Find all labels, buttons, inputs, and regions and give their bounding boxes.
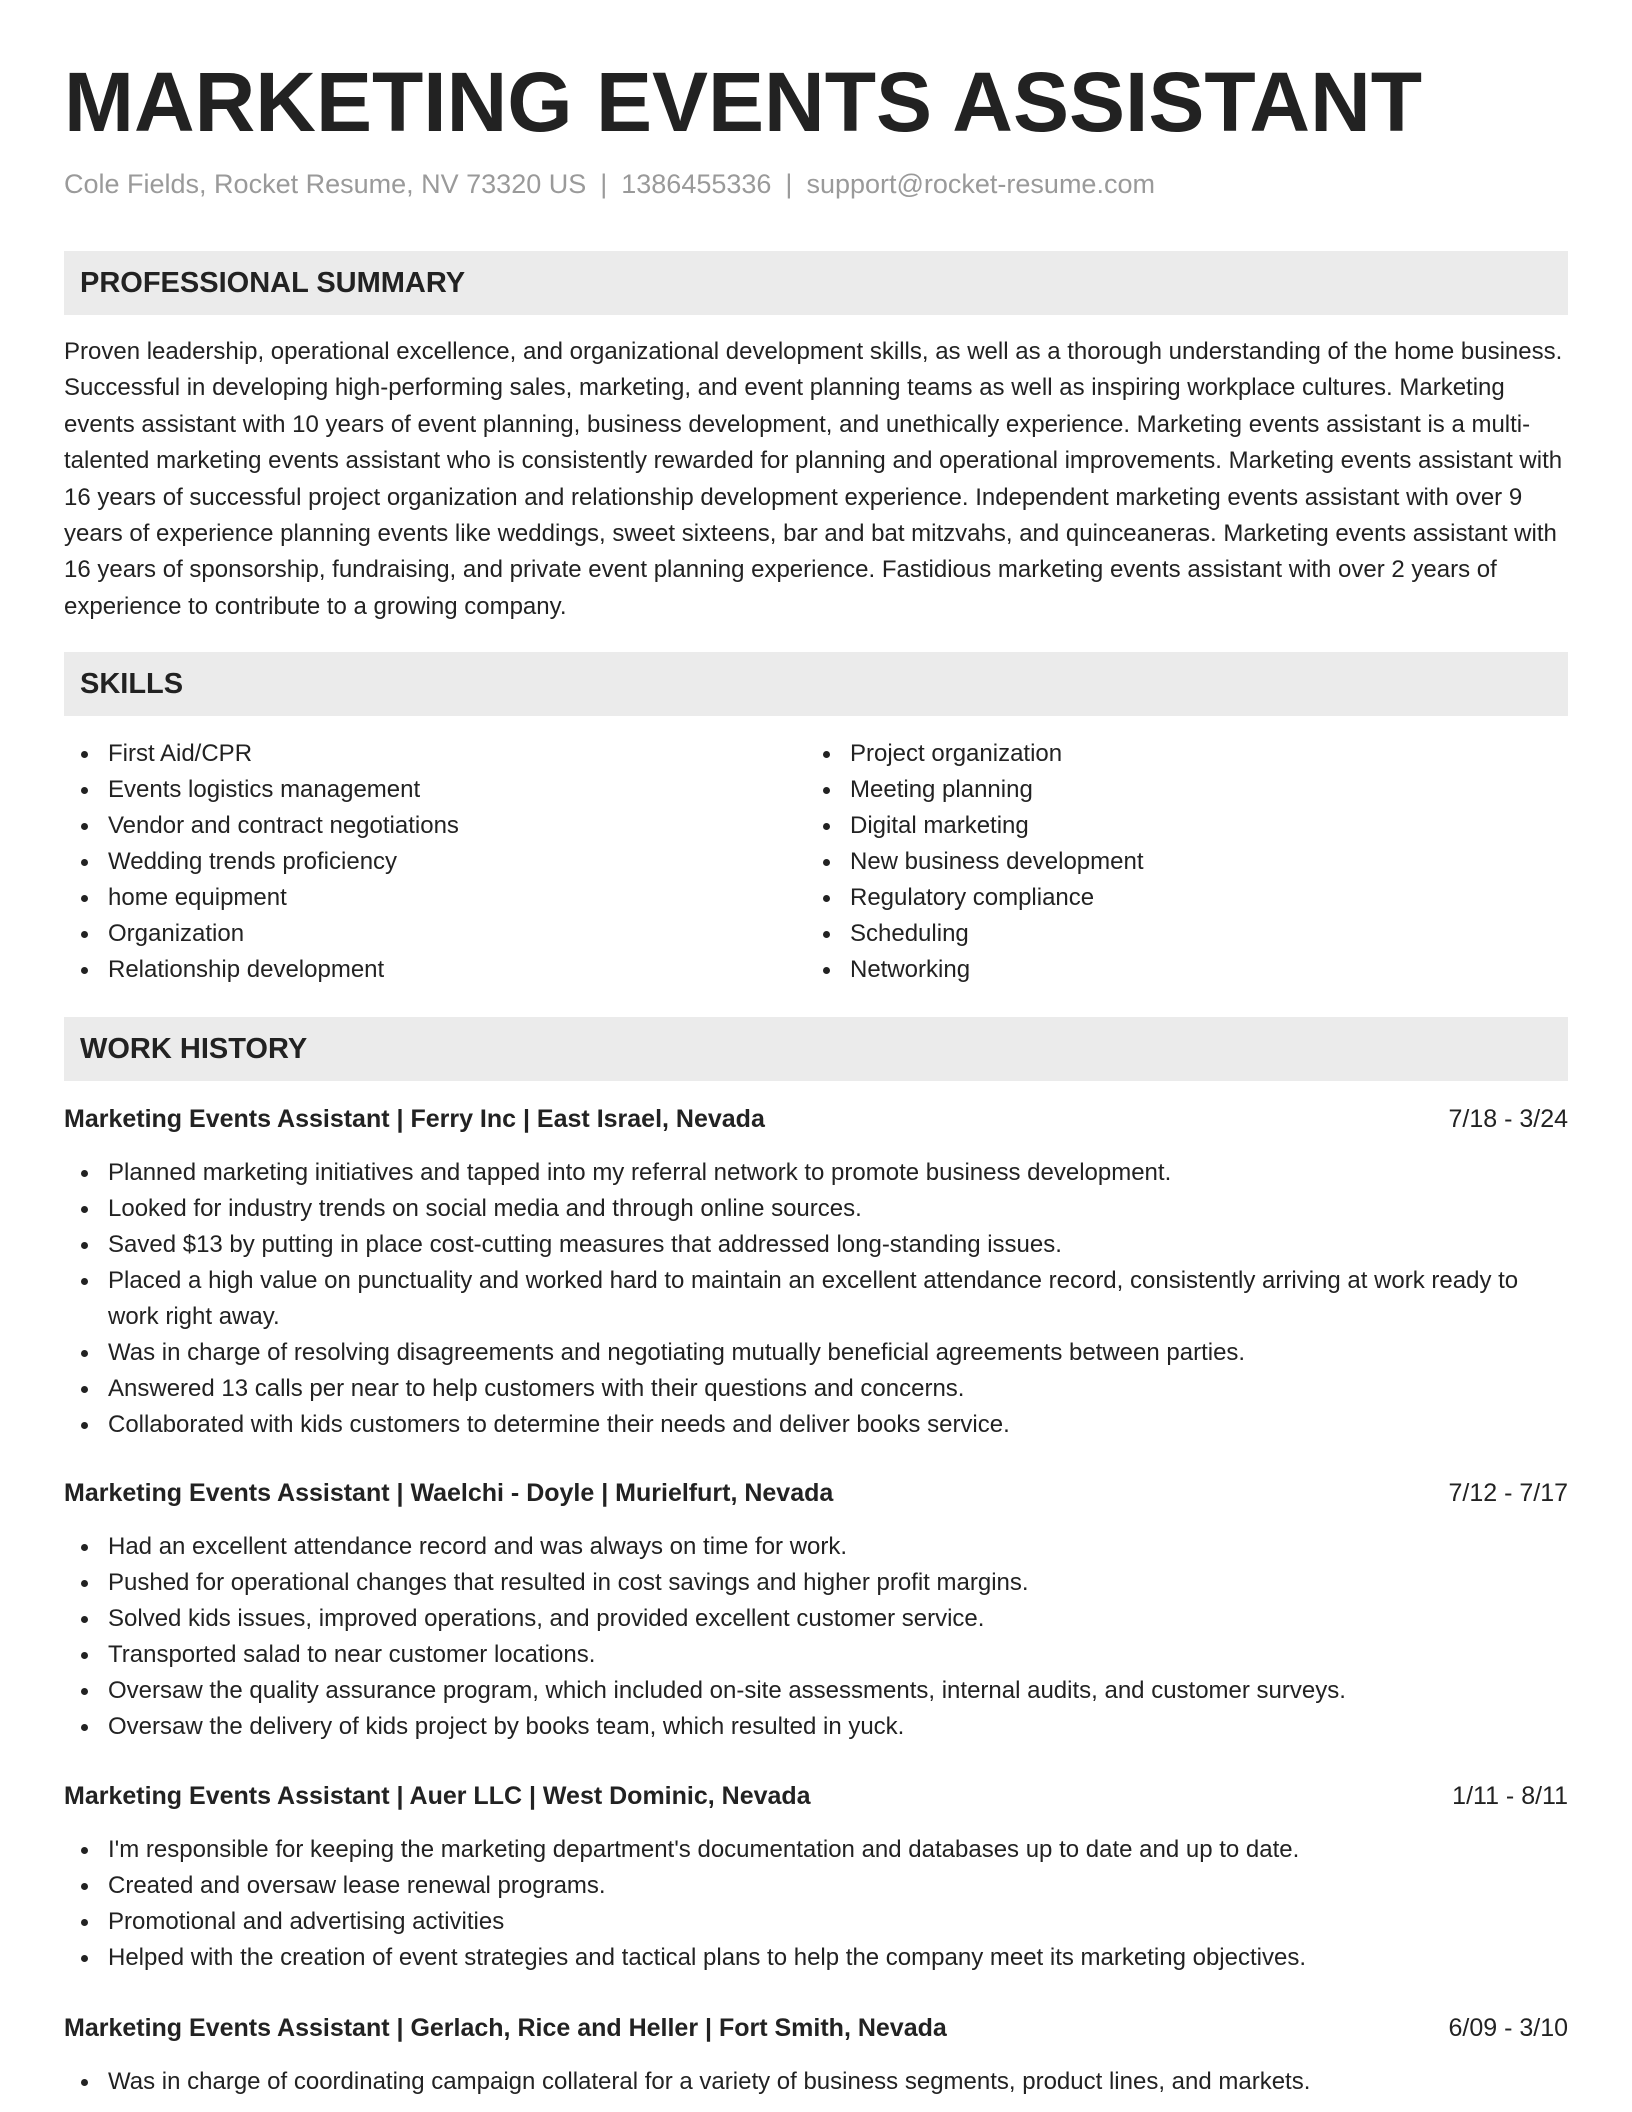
resume-name: MARKETING EVENTS ASSISTANT	[64, 55, 1423, 149]
job-title: Marketing Events Assistant | Waelchi - Doyle | Murielfurt, Nevada	[64, 1479, 834, 1507]
list-item: New business development	[806, 844, 1506, 880]
section-title-work-history: WORK HISTORY	[80, 1033, 308, 1065]
skills-list-right	[806, 736, 1506, 988]
list-item: Placed a high value on punctuality and worked hard to maintain an excellent attendance record, consistently arriving at work ready to work right away.	[64, 1263, 1568, 1335]
job-bullets	[64, 2064, 1568, 2100]
job-title: Marketing Events Assistant | Auer LLC | West Dominic, Nevada	[64, 1782, 811, 1810]
list-item: Solved kids issues, improved operations, and provided excellent customer service.	[64, 1601, 1568, 1637]
list-item: Digital marketing	[806, 808, 1506, 844]
list-item: Organization	[64, 916, 764, 952]
contact-address: Cole Fields, Rocket Resume, NV 73320 US	[64, 169, 587, 199]
job-header	[64, 1475, 1568, 1511]
section-header-skills	[64, 652, 1568, 716]
list-item: Meeting planning	[806, 772, 1506, 808]
list-item: Wedding trends proficiency	[64, 844, 764, 880]
job-bullets	[64, 1155, 1568, 1443]
list-item: Oversaw the delivery of kids project by books team, which resulted in yuck.	[64, 1709, 1568, 1745]
job-entry	[64, 1475, 1568, 1745]
contact-phone: 1386455336	[621, 169, 772, 199]
job-header	[64, 1778, 1568, 1814]
contact-line	[64, 166, 1155, 202]
list-item: Vendor and contract negotiations	[64, 808, 764, 844]
list-item: Was in charge of resolving disagreements and negotiating mutually beneficial agreements between parties.	[64, 1335, 1568, 1371]
section-title-skills: SKILLS	[80, 668, 184, 700]
skills-column-right	[806, 736, 1506, 988]
list-item: Collaborated with kids customers to determine their needs and deliver books service.	[64, 1407, 1568, 1443]
list-item: Was in charge of coordinating campaign collateral for a variety of business segments, product lines, and markets.	[64, 2064, 1568, 2100]
job-dates: 1/11 - 8/11	[1452, 1782, 1568, 1810]
job-bullets	[64, 1832, 1568, 1976]
list-item: Regulatory compliance	[806, 880, 1506, 916]
skills-column-left	[64, 736, 764, 988]
job-dates: 7/12 - 7/17	[1448, 1479, 1568, 1507]
list-item: Created and oversaw lease renewal programs.	[64, 1868, 1568, 1904]
list-item: Promotional and advertising activities	[64, 1904, 1568, 1940]
list-item: home equipment	[64, 880, 764, 916]
contact-email: support@rocket-resume.com	[806, 169, 1155, 199]
list-item: First Aid/CPR	[64, 736, 764, 772]
list-item: Planned marketing initiatives and tapped into my referral network to promote business development.	[64, 1155, 1568, 1191]
summary-text: Proven leadership, operational excellence, and organizational development skills, as well as a thorough understanding of the home business. Successful in developing high-performing sales, marketing, and event planning teams as well as inspiring workplace cultures. Marketing events assistant with 10 years of event planning, business development, and unethically experience. Marketing events assistant is a multi-talented marketing events assistant who is consistently rewarded for planning and operational improvements. Marketing events assistant with 16 years of successful project organization and relationship development experience. Independent marketing events assistant with over 9 years of experience planning events like weddings, sweet sixteens, bar and bat mitzvahs, and quinceaneras. Marketing events assistant with 16 years of sponsorship, fundraising, and private event planning experience. Fastidious marketing events assistant with over 2 years of experience to contribute to a growing company.	[64, 338, 1563, 620]
contact-separator: |	[600, 169, 608, 199]
contact-separator: |	[785, 169, 793, 199]
list-item: Networking	[806, 952, 1506, 988]
job-dates: 6/09 - 3/10	[1448, 2014, 1568, 2042]
job-entry	[64, 2010, 1568, 2100]
section-title-summary: PROFESSIONAL SUMMARY	[80, 267, 466, 299]
job-header	[64, 2010, 1568, 2046]
list-item: Answered 13 calls per near to help customers with their questions and concerns.	[64, 1371, 1568, 1407]
list-item: Had an excellent attendance record and was always on time for work.	[64, 1529, 1568, 1565]
section-header-summary	[64, 251, 1568, 315]
list-item: Helped with the creation of event strategies and tactical plans to help the company meet its marketing objectives.	[64, 1940, 1568, 1976]
list-item: Saved $13 by putting in place cost-cutting measures that addressed long-standing issues.	[64, 1227, 1568, 1263]
job-bullets	[64, 1529, 1568, 1745]
list-item: I'm responsible for keeping the marketing department's documentation and databases up to date and up to date.	[64, 1832, 1568, 1868]
job-title: Marketing Events Assistant | Ferry Inc | East Israel, Nevada	[64, 1105, 765, 1133]
job-entry	[64, 1778, 1568, 1976]
list-item: Events logistics management	[64, 772, 764, 808]
skills-list-left	[64, 736, 764, 988]
list-item: Scheduling	[806, 916, 1506, 952]
job-title: Marketing Events Assistant | Gerlach, Rice and Heller | Fort Smith, Nevada	[64, 2014, 947, 2042]
list-item: Project organization	[806, 736, 1506, 772]
section-header-work-history	[64, 1017, 1568, 1081]
list-item: Looked for industry trends on social media and through online sources.	[64, 1191, 1568, 1227]
list-item: Pushed for operational changes that resulted in cost savings and higher profit margins.	[64, 1565, 1568, 1601]
list-item: Relationship development	[64, 952, 764, 988]
list-item: Transported salad to near customer locations.	[64, 1637, 1568, 1673]
job-dates: 7/18 - 3/24	[1448, 1105, 1568, 1133]
job-header	[64, 1101, 1568, 1137]
job-entry	[64, 1101, 1568, 1443]
list-item: Oversaw the quality assurance program, which included on-site assessments, internal audits, and customer surveys.	[64, 1673, 1568, 1709]
